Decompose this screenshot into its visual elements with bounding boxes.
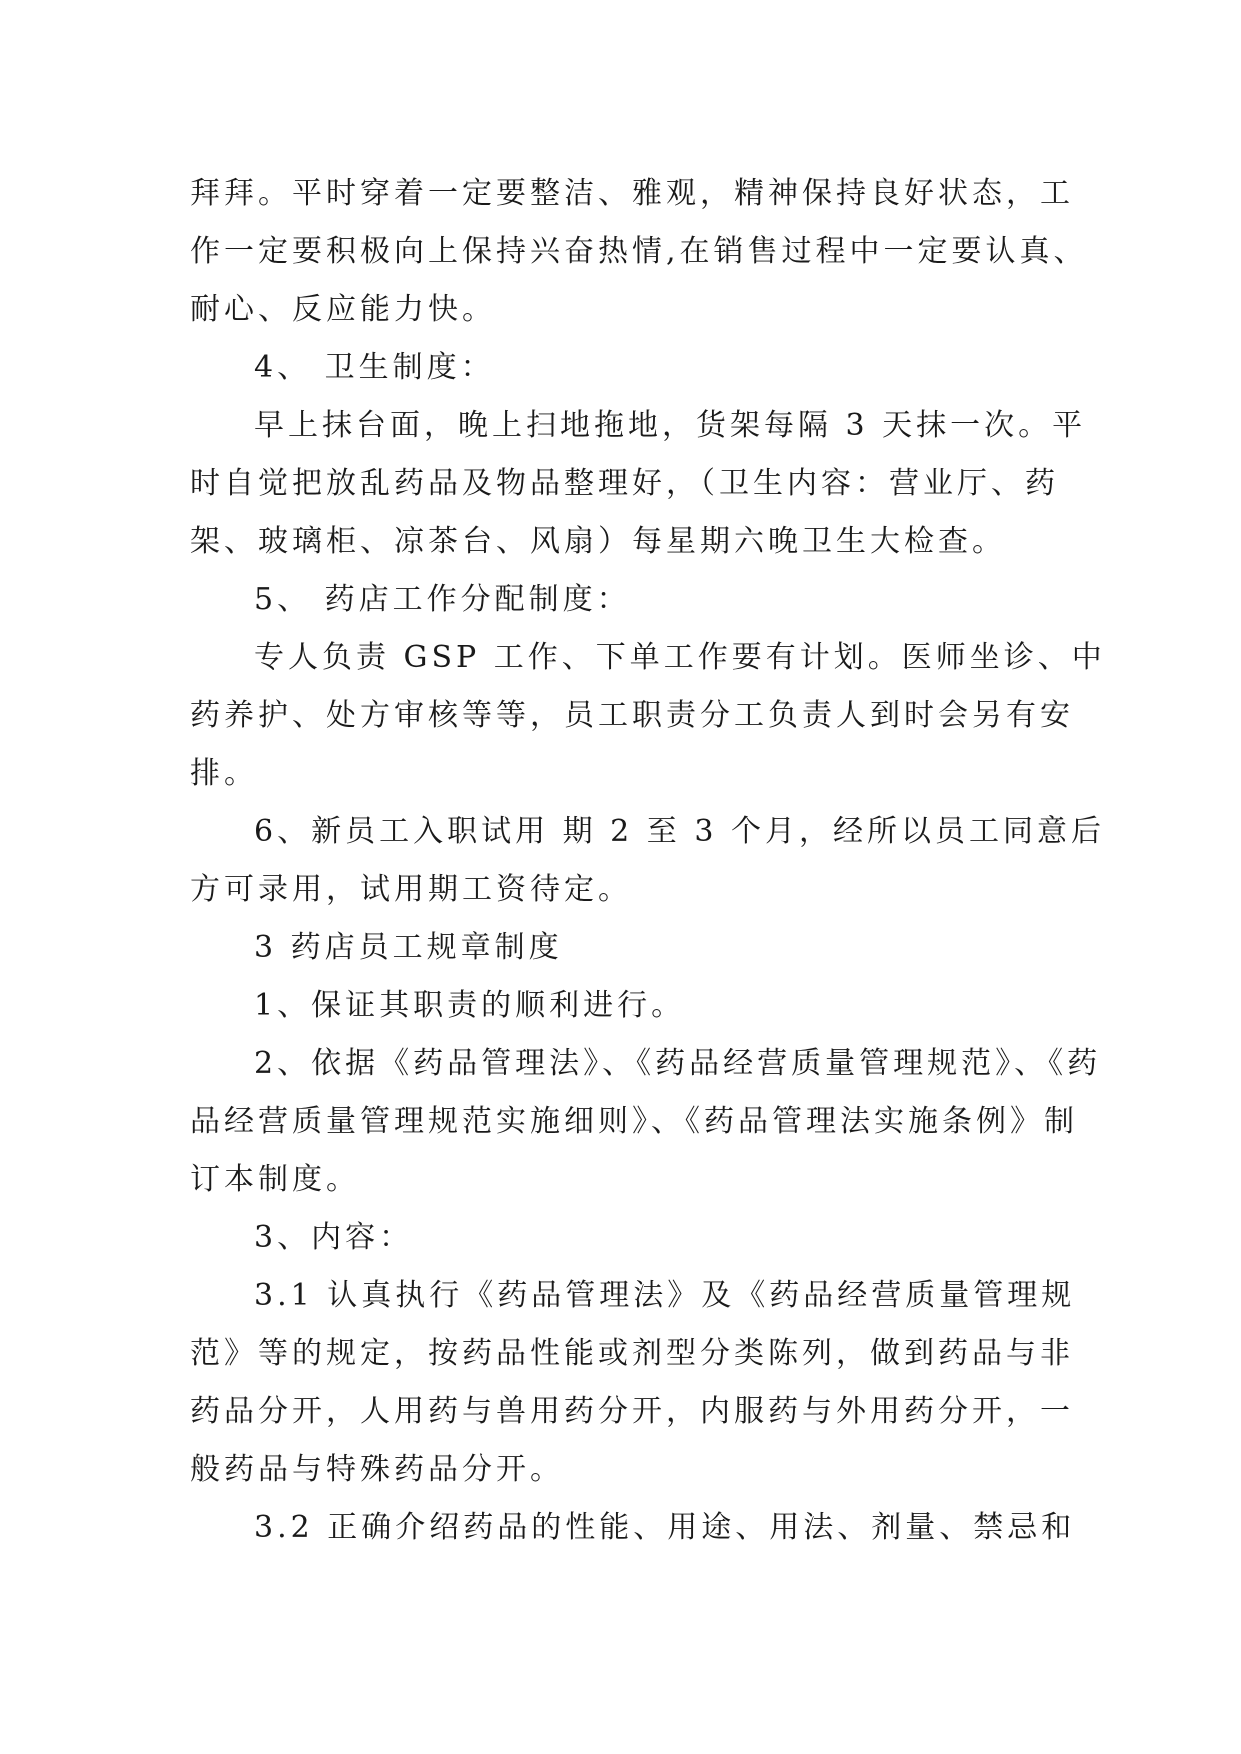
text-line: 方可录用，试用期工资待定。 [190,872,632,907]
text-line: 耐心、反应能力快。 [190,292,496,327]
text-line: 范》等的规定，按药品性能或剂型分类陈列，做到药品与非 [190,1336,1074,1371]
text-line: 订本制度。 [190,1162,360,1197]
text-line: 时自觉把放乱药品及物品整理好，（卫生内容：营业厅、药 [190,466,1059,501]
text-line: 品经营质量管理规范实施细则》、《药品管理法实施条例》制 [190,1104,1078,1139]
document-body [190,165,1106,1557]
section-heading-work-allocation: 5、 药店工作分配制度： [254,582,631,617]
section-heading-hygiene: 4、 卫生制度： [254,350,495,385]
text-line: 架、玻璃柜、凉茶台、风扇）每星期六晚卫生大检查。 [190,524,1006,559]
text-line: 药养护、处方审核等等，员工职责分工负责人到时会另有安 [190,698,1074,733]
text-line: 2、依据《药品管理法》、《药品经营质量管理规范》、《药 [254,1046,1102,1081]
text-line: 专人负责 GSP 工作、下单工作要有计划。医师坐诊、中 [254,640,1106,675]
text-line: 药品分开，人用药与兽用药分开，内服药与外用药分开，一 [190,1394,1074,1429]
text-line: 排。 [190,756,258,791]
text-line: 3.2 正确介绍药品的性能、用途、用法、剂量、禁忌和 [254,1510,1076,1545]
text-line: 作一定要积极向上保持兴奋热情,在销售过程中一定要认真、 [190,234,1088,269]
section-heading-contents: 3、内容： [254,1220,414,1255]
text-line: 早上抹台面，晚上扫地拖地，货架每隔 3 天抹一次。平 [254,408,1087,443]
section-title: 3 药店员工规章制度 [254,930,563,965]
text-line: 1、保证其职责的顺利进行。 [254,988,686,1023]
text-line: 般药品与特殊药品分开。 [190,1452,564,1487]
text-line: 6、新员工入职试用 期 2 至 3 个月，经所以员工同意后 [254,814,1105,849]
text-line: 拜拜。平时穿着一定要整洁、雅观，精神保持良好状态，工 [190,176,1074,211]
text-line: 3.1 认真执行《药品管理法》及《药品经营质量管理规 [254,1278,1076,1313]
